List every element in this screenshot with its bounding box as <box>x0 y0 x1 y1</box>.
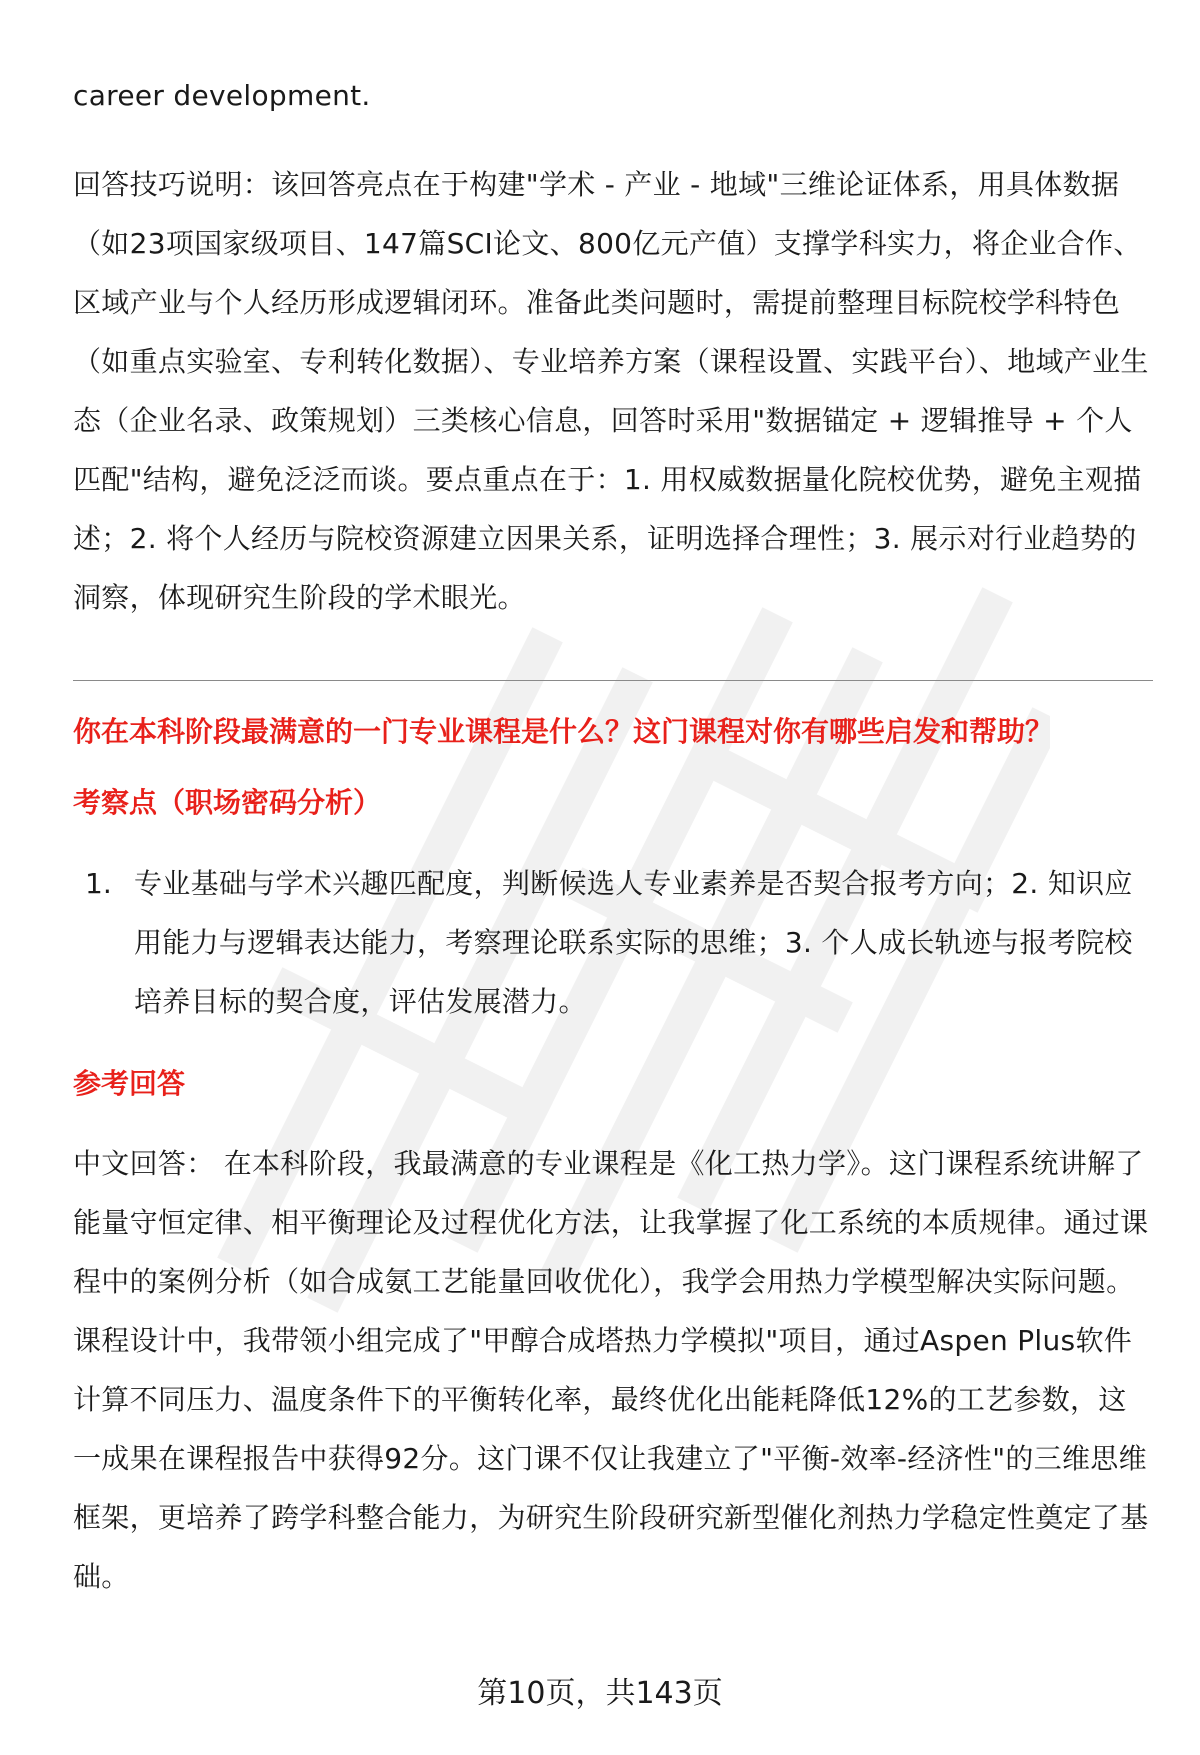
lead-text: career development. <box>73 79 371 112</box>
question-heading: 你在本科阶段最满意的一门专业课程是什么？这门课程对你有哪些启发和帮助？ <box>73 715 1054 748</box>
exam-points-heading: 考察点（职场密码分析） <box>73 786 382 819</box>
reference-answer-heading: 参考回答 <box>73 1067 186 1100</box>
reference-answer-paragraph: 中文回答： 在本科阶段，我最满意的专业课程是《化工热力学》。这门课程系统讲解了能量守恒定律、相平衡理论及过程优化方法，让我掌握了化工系统的本质规律。通过课程中的案例分析（如合成氨工艺能量回收优化），我学会用热力学模型解决实际问题。课程设计中，我带领小组完成了"甲醇合成塔热力学模拟"项目，通过Aspen Plus软件计算不同压力、温度条件下的平衡转化率，最终优化出能耗降低12%的工艺参数，这一成果在课程报告中获得92分。这门课不仅让我建立了"平衡-效率-经济性"的三维思维框架，更培养了跨学科整合能力，为研究生阶段研究新型催化剂热力学稳定性奠定了基础。 <box>73 1147 1149 1593</box>
list-item-number: 1. <box>85 867 112 900</box>
exam-points-list <box>85 854 1153 1031</box>
answer-tips-paragraph: 回答技巧说明：该回答亮点在于构建"学术 - 产业 - 地域"三维论证体系，用具体数据（如23项国家级项目、147篇SCI论文、800亿元产值）支撑学科实力，将企业合作、区域产业与个人经历形成逻辑闭环。准备此类问题时，需提前整理目标院校学科特色（如重点实验室、专利转化数据）、专业培养方案（课程设置、实践平台）、地域产业生态（企业名录、政策规划）三类核心信息，回答时采用"数据锚定 + 逻辑推导 + 个人匹配"结构，避免泛泛而谈。要点重点在于：1. 用权威数据量化院校优势，避免主观描述；2. 将个人经历与院校资源建立因果关系，证明选择合理性；3. 展示对行业趋势的洞察，体现研究生阶段的学术眼光。 <box>73 168 1149 614</box>
page-number: 第10页，共143页 <box>477 1676 723 1711</box>
list-item: 专业基础与学术兴趣匹配度，判断候选人专业素养是否契合报考方向；2. 知识应用能力与逻辑表达能力，考察理论联系实际的思维；3. 个人成长轨迹与报考院校培养目标的契合度，评估发展潜力。 <box>134 867 1133 1018</box>
section-divider <box>73 680 1153 681</box>
